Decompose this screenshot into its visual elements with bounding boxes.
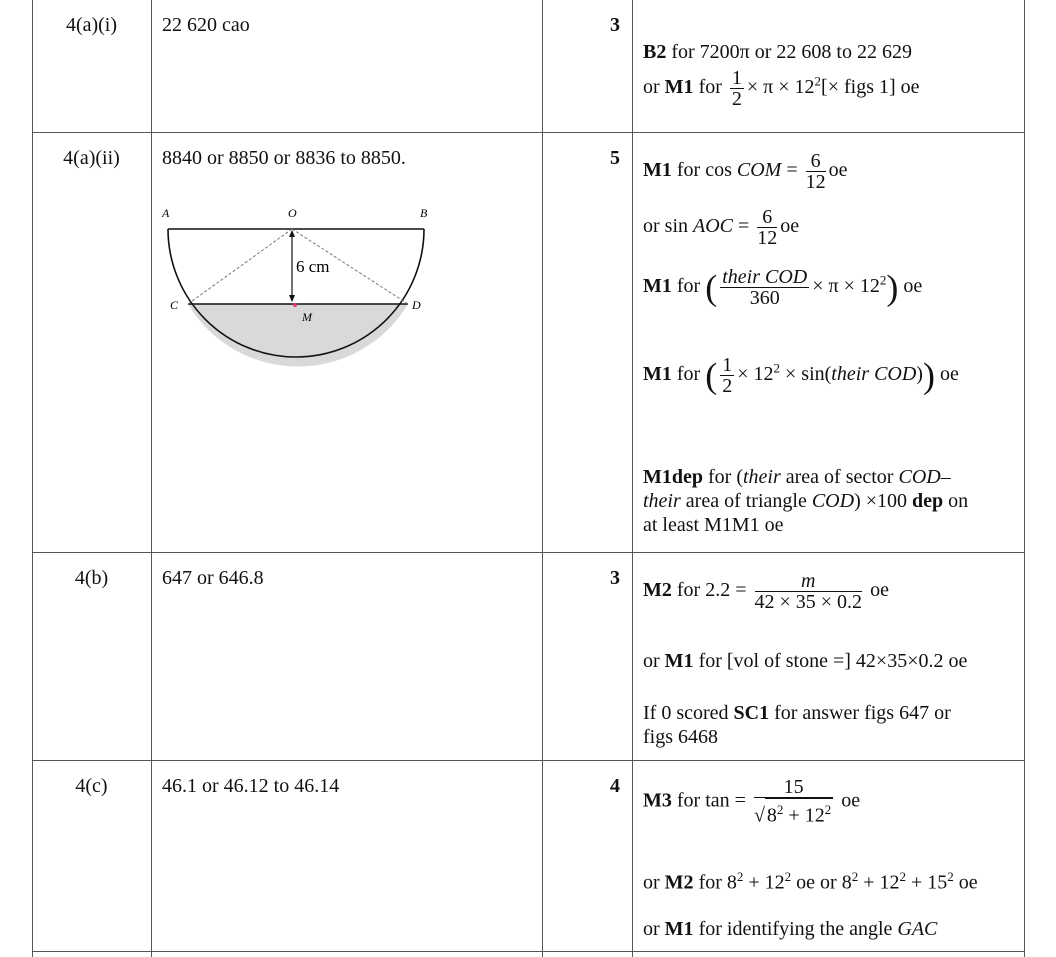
- label-distance: 6 cm: [296, 257, 330, 276]
- label-c: C: [170, 298, 179, 312]
- answer-cell: 22 620 cao: [162, 14, 250, 36]
- fraction: $\frac{15}{√ 8^2 + 12^2}$: [753, 776, 832, 827]
- label-a: A: [162, 206, 170, 220]
- point-m-marker: [293, 303, 297, 307]
- label-m: M: [302, 310, 312, 324]
- fraction: $\frac{6}{12}$: [805, 150, 826, 193]
- fraction: $\frac{1}{2}$: [722, 354, 733, 397]
- semicircle-diagram: [158, 201, 438, 391]
- label-d: D: [412, 298, 421, 312]
- fraction: $\frac{1}{2}$: [731, 67, 742, 110]
- table-row: 4(a)(i) 22 620 cao 3 B2 for 7200π or 22 608 to 22 629 or M1 for $\frac{1}{2}$ × $\pi \times 12^2[\times$ figs 1] oe: [32, 0, 1025, 132]
- answer-cell: 647 or 646.8: [162, 567, 264, 589]
- marks-cell: 5: [610, 147, 620, 169]
- question-number: 4(a)(ii): [63, 147, 120, 169]
- label-o: O: [288, 206, 297, 220]
- fraction: $\frac{6}{12}$: [757, 206, 778, 249]
- table-row: 4(a)(ii) 8840 or 8850 or 8836 to 8850. 5 A O B C D M 6 cm M1 for cos COM = $\frac{6}{12}$ oe or sin AOC = $\frac{6}{12}$ oe M1 for ( $\frac{\text{their COD}}{360}$ × $\pi \times 12^2$) oe M1 for ( $\frac{1}{2}$ × $12^2$ × sin(their COD)) oe M1dep for (their area of sector COD– their area of triangle COD) ×100 dep on at least M1M1 oe: [32, 133, 1025, 552]
- marks-cell: 3: [610, 567, 620, 589]
- radius-oc: [188, 229, 292, 304]
- marks-cell: 4: [610, 775, 620, 797]
- question-number: 4(b): [74, 567, 109, 589]
- table-row: 4(c) 46.1 or 46.12 to 46.14 4 M3 for tan = $\frac{15}{√ 8^2 + 12^2}$ oe or M2 for $8^2 + 12^2$ oe or $8^2 + 12^2 + 15^2$ oe or M1 for identifying the angle GAC: [32, 761, 1025, 951]
- question-number: 4(a)(i): [65, 14, 118, 36]
- question-number: 4(c): [75, 775, 108, 797]
- marks-cell: 3: [610, 14, 620, 36]
- table-row: 4(b) 647 or 646.8 3 M2 for 2.2 = $\frac{m}{42 \times 35 \times 0.2}$ oe or M1 for [vol of stone =] 42×35×0.2 oe If 0 scored SC1 for answer figs 647 or figs 6468: [32, 553, 1025, 760]
- answer-cell: 8840 or 8850 or 8836 to 8850.: [162, 147, 406, 169]
- fraction: $\frac{m}{42 \times 35 \times 0.2}$: [754, 570, 863, 613]
- fraction: $\frac{\text{their COD}}{360}$: [722, 266, 808, 309]
- label-b: B: [420, 206, 428, 220]
- row-rule: [32, 951, 1025, 952]
- answer-cell: 46.1 or 46.12 to 46.14: [162, 775, 340, 797]
- arrow-head-down: [289, 295, 295, 302]
